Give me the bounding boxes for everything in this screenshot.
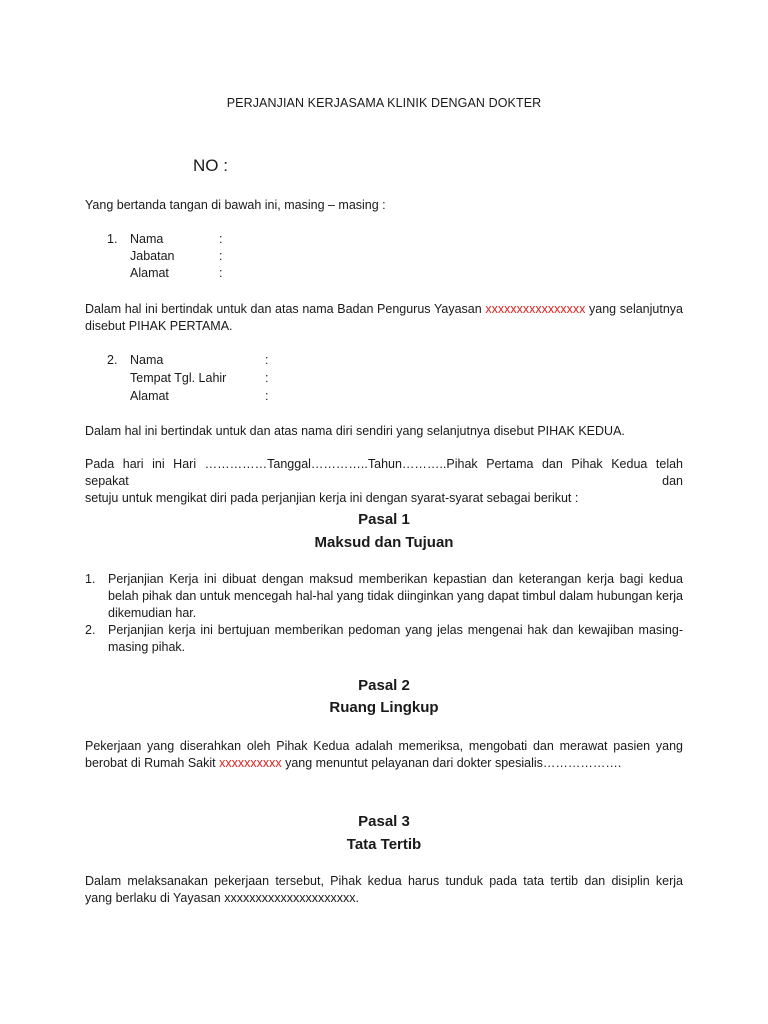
agreement-line1: Pada hari ini Hari ……………Tanggal…………..Tahun………..Pihak Pertama dan Pihak Kedua telah sepakat dan bbox=[85, 457, 683, 488]
party1-row-alamat bbox=[85, 265, 685, 282]
agreement-line2: setuju untuk mengikat diri pada perjanjian kerja ini dengan syarat-syarat sebagai berikut : bbox=[85, 491, 579, 505]
pasal1-item-1 bbox=[85, 571, 683, 622]
party2-statement: Dalam hal ini bertindak untuk dan atas nama diri sendiri yang selanjutnya disebut PIHAK KEDUA. bbox=[85, 424, 625, 438]
party1-statement-line1: Dalam hal ini bertindak untuk dan atas nama Badan Pengurus Yayasan xxxxxxxxxxxxxxxx yang selanjutnya bbox=[85, 302, 683, 316]
party2-label-nama: Nama bbox=[130, 353, 164, 367]
party1-colon-nama: : bbox=[219, 232, 223, 246]
party2-row-nama bbox=[85, 352, 685, 370]
pasal1-item-1-number: 1. bbox=[85, 572, 96, 586]
pasal1-heading: Pasal 1 bbox=[358, 511, 410, 528]
party1-fields bbox=[85, 231, 685, 282]
pasal1-item-1-text: Perjanjian Kerja ini dibuat dengan maksud memberikan kepastian dan keterangan kerja bagi kedua belah pihak dan untuk mencegah hal-hal yang tidak diinginkan yang dapat timbul dalam hubungan kerja dikemudian har. bbox=[108, 572, 683, 620]
pasal2-line2: berobat di Rumah Sakit xxxxxxxxxx yang menuntut pelayanan dari dokter spesialis………………. bbox=[85, 756, 622, 770]
pasal1-list bbox=[85, 571, 683, 656]
agreement-paragraph bbox=[85, 456, 683, 507]
document-title: PERJANJIAN KERJASAMA KLINIK DENGAN DOKTER bbox=[226, 96, 542, 110]
pasal3-line2: yang berlaku di Yayasan xxxxxxxxxxxxxxxxxxxxx. bbox=[85, 891, 359, 905]
party2-colon-ttl: : bbox=[265, 371, 269, 385]
party2-row-ttl bbox=[85, 370, 685, 388]
pasal1-item-2-number: 2. bbox=[85, 623, 96, 637]
pasal3-title: Tata Tertib bbox=[346, 836, 422, 853]
party1-statement-line2: disebut PIHAK PERTAMA. bbox=[85, 319, 233, 333]
party1-label-alamat: Alamat bbox=[130, 266, 169, 280]
pasal3-line1: Dalam melaksanakan pekerjaan tersebut, Pihak kedua harus tunduk pada tata tertib dan disiplin kerja bbox=[85, 874, 683, 888]
party2-colon-nama: : bbox=[265, 353, 269, 367]
party2-number: 2. bbox=[107, 353, 118, 367]
pasal2-paragraph bbox=[85, 738, 683, 772]
party1-statement bbox=[85, 301, 683, 335]
party1-colon-jabatan: : bbox=[219, 249, 223, 263]
party1-row-nama bbox=[85, 231, 685, 248]
party2-colon-alamat: : bbox=[265, 389, 269, 403]
pasal3-paragraph bbox=[85, 873, 683, 907]
party1-number: 1. bbox=[107, 232, 118, 246]
pasal3-heading: Pasal 3 bbox=[358, 813, 410, 830]
pasal2-heading: Pasal 2 bbox=[358, 677, 410, 694]
party2-row-alamat bbox=[85, 388, 685, 406]
party1-label-nama: Nama bbox=[130, 232, 164, 246]
party1-colon-alamat: : bbox=[219, 266, 223, 280]
pasal1-item-2-text: Perjanjian kerja ini bertujuan memberikan pedoman yang jelas mengenai hak dan kewajiban masing-masing pihak. bbox=[108, 623, 683, 654]
document-number-label: NO : bbox=[193, 156, 228, 175]
party2-label-ttl: Tempat Tgl. Lahir bbox=[130, 371, 227, 385]
pasal1-item-2 bbox=[85, 622, 683, 656]
party2-label-alamat: Alamat bbox=[130, 389, 169, 403]
rumah-sakit-placeholder: xxxxxxxxxx bbox=[219, 756, 282, 770]
party1-label-jabatan: Jabatan bbox=[130, 249, 175, 263]
pasal2-line1: Pekerjaan yang diserahkan oleh Pihak Kedua adalah memeriksa, mengobati dan merawat pasien yang bbox=[85, 739, 683, 753]
pasal2-title: Ruang Lingkup bbox=[329, 699, 439, 716]
party2-fields bbox=[85, 352, 685, 406]
intro-text: Yang bertanda tangan di bawah ini, masing – masing : bbox=[85, 198, 386, 212]
pasal1-title: Maksud dan Tujuan bbox=[314, 534, 454, 551]
party1-row-jabatan bbox=[85, 248, 685, 265]
yayasan-placeholder: xxxxxxxxxxxxxxxx bbox=[485, 302, 586, 316]
